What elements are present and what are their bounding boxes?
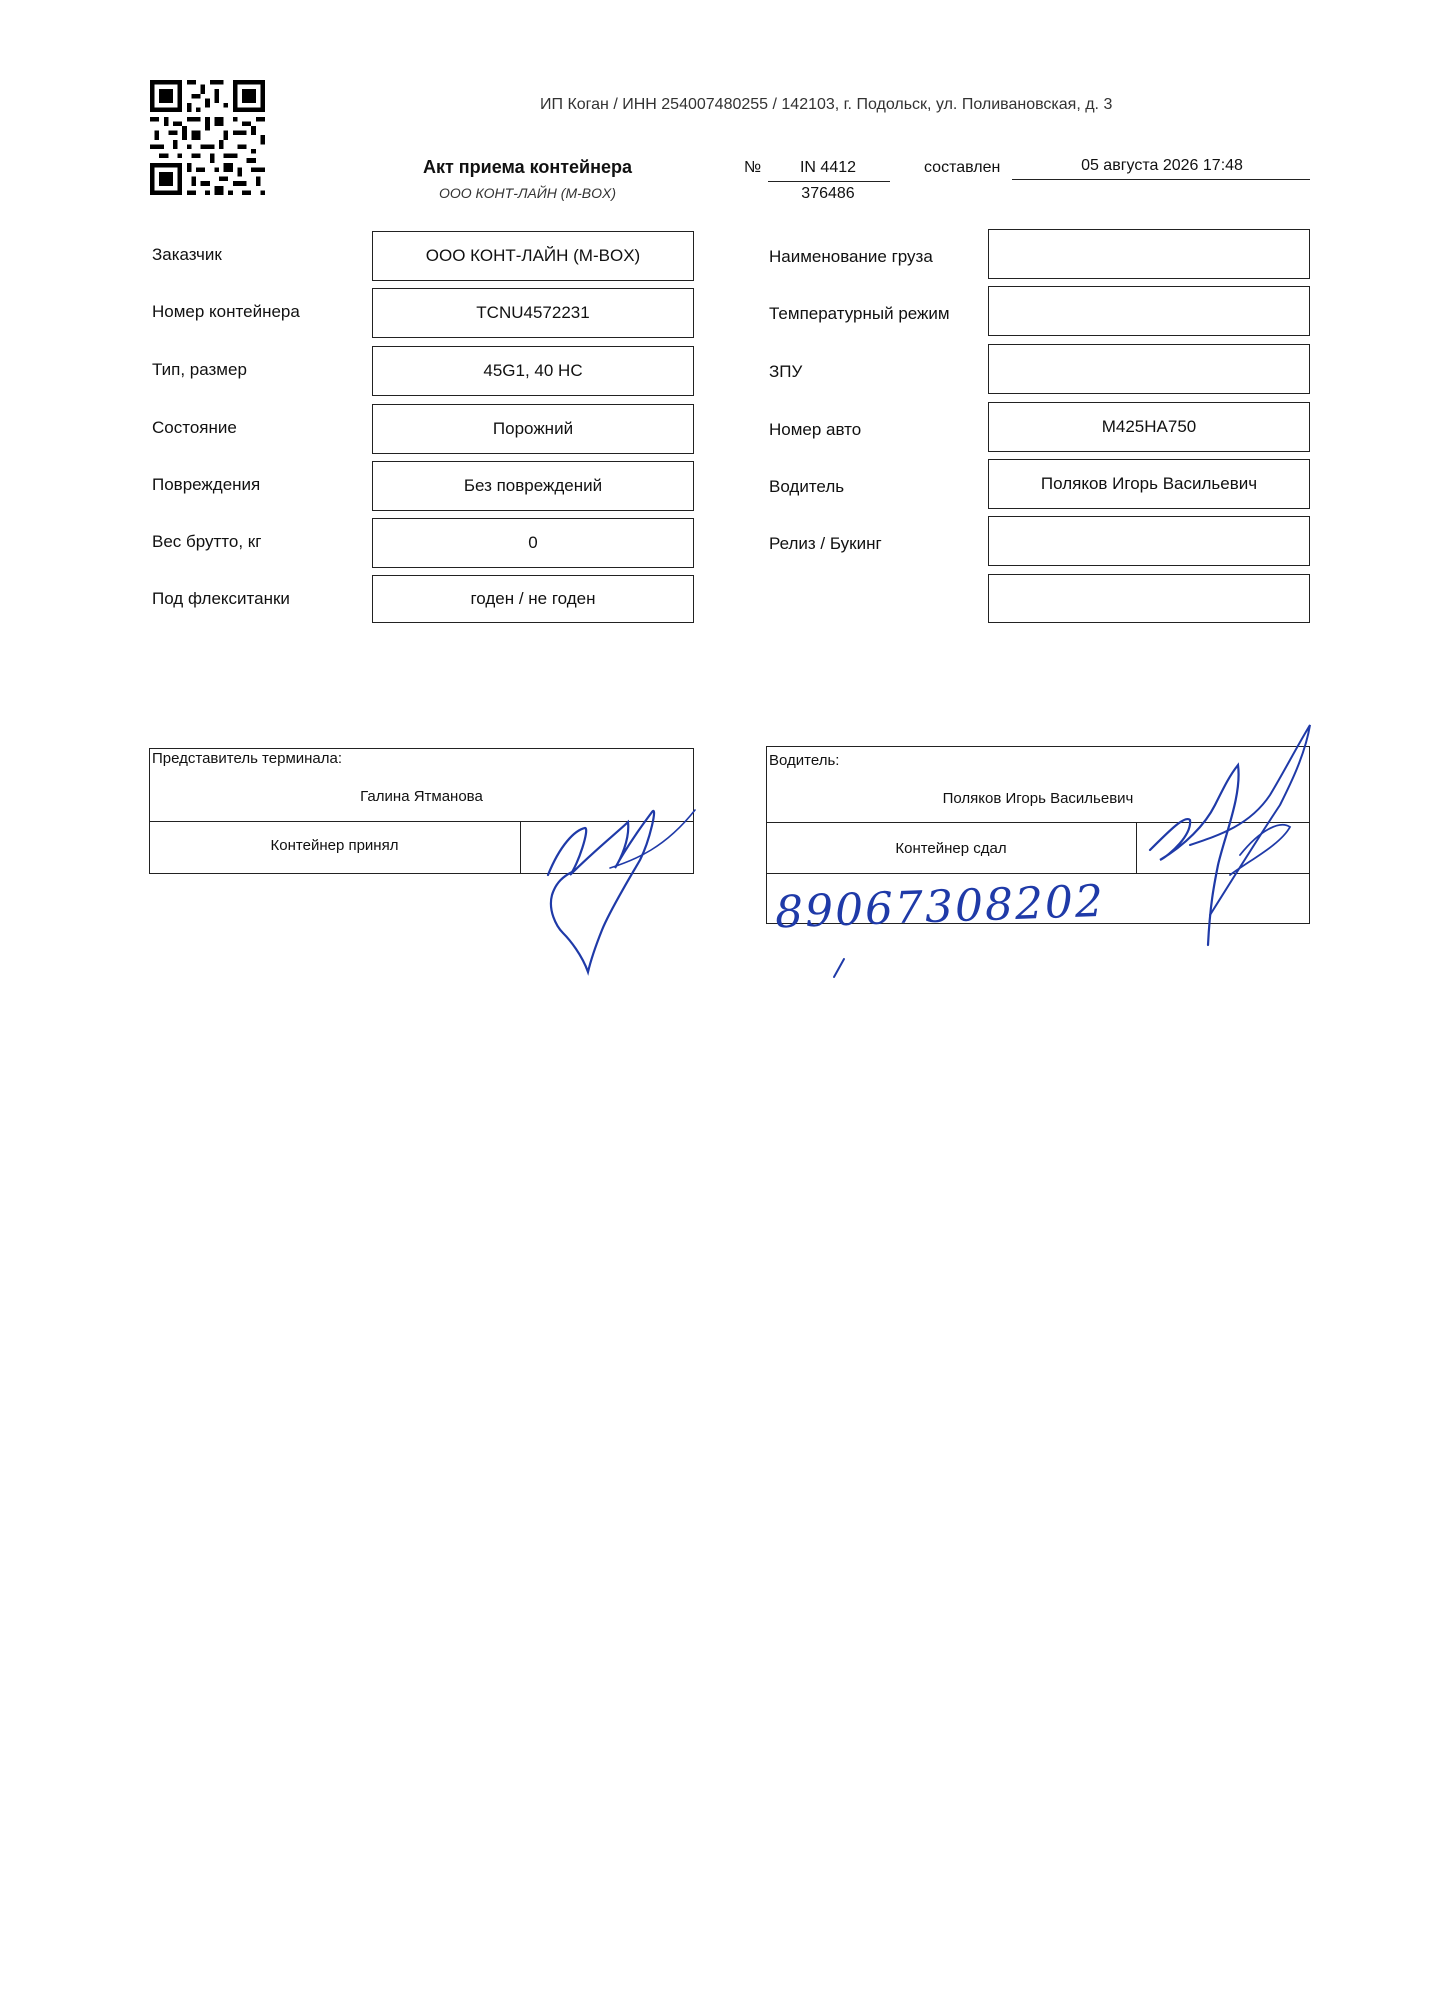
field-label-damage: Повреждения [152,475,261,494]
made-label: составлен [924,159,1001,176]
field-label-type-size: Тип, размер [152,360,247,379]
field-label-temperature: Температурный режим [769,304,950,323]
number-value: IN 4412 [799,159,857,176]
driver-block-divider-2 [766,873,1310,874]
document-subtitle: ООО КОНТ-ЛАЙН (M-BOX) [438,185,617,201]
field-label-customer: Заказчик [152,245,222,264]
number-sub: 376486 [801,185,855,202]
field-damage: Без повреждений [372,461,694,511]
company-line: ИП Коган / ИНН 254007480255 / 142103, г. Подольск, ул. Поливановская, д. 3 [540,96,1113,113]
field-container-number: TCNU4572231 [372,288,694,338]
field-label-cargo-name: Наименование груза [769,247,933,266]
field-type-size: 45G1, 40 HC [372,346,694,396]
terminal-representative-name: Галина Ятманова [360,788,483,805]
driver-block-divider-1 [766,822,1310,823]
handwritten-phone: 89067308202 [774,875,1106,939]
driver-signature-block [766,746,1310,924]
field-temperature [988,286,1310,336]
terminal-heading: Представитель терминала: [152,750,343,767]
terminal-action: Контейнер принял [270,837,399,854]
field-state: Порожний [372,404,694,454]
driver-block-column [1136,822,1137,873]
made-value: 05 августа 2026 17:48 [1081,157,1243,174]
field-customer: ООО КОНТ-ЛАЙН (M-BOX) [372,231,694,281]
field-driver: Поляков Игорь Васильевич [988,459,1310,509]
terminal-block-divider [149,821,694,822]
field-label-seal: ЗПУ [769,362,803,381]
terminal-block-column [520,821,521,874]
driver-action: Контейнер сдал [895,840,1007,857]
ink-stroke [830,955,850,980]
driver-heading: Водитель: [769,752,840,769]
field-label-flexitank: Под флекситанки [152,589,290,608]
field-extra [988,574,1310,623]
field-label-state: Состояние [152,418,237,437]
field-gross-weight: 0 [372,518,694,568]
qr-code-icon [150,80,265,195]
made-underline [1012,179,1310,180]
field-label-driver: Водитель [769,477,845,496]
field-release-booking [988,516,1310,566]
driver-name: Поляков Игорь Васильевич [942,790,1134,807]
field-label-vehicle-number: Номер авто [769,420,862,439]
field-label-gross-weight: Вес брутто, кг [152,532,262,551]
field-label-container-number: Номер контейнера [152,302,300,321]
field-flexitank: годен / не годен [372,575,694,623]
number-label: № [744,159,762,176]
field-vehicle-number: М425НА750 [988,402,1310,452]
document-title: Акт приема контейнера [422,157,633,177]
field-seal [988,344,1310,394]
field-label-release-booking: Релиз / Букинг [769,534,882,553]
number-underline [768,181,890,182]
field-cargo-name [988,229,1310,279]
